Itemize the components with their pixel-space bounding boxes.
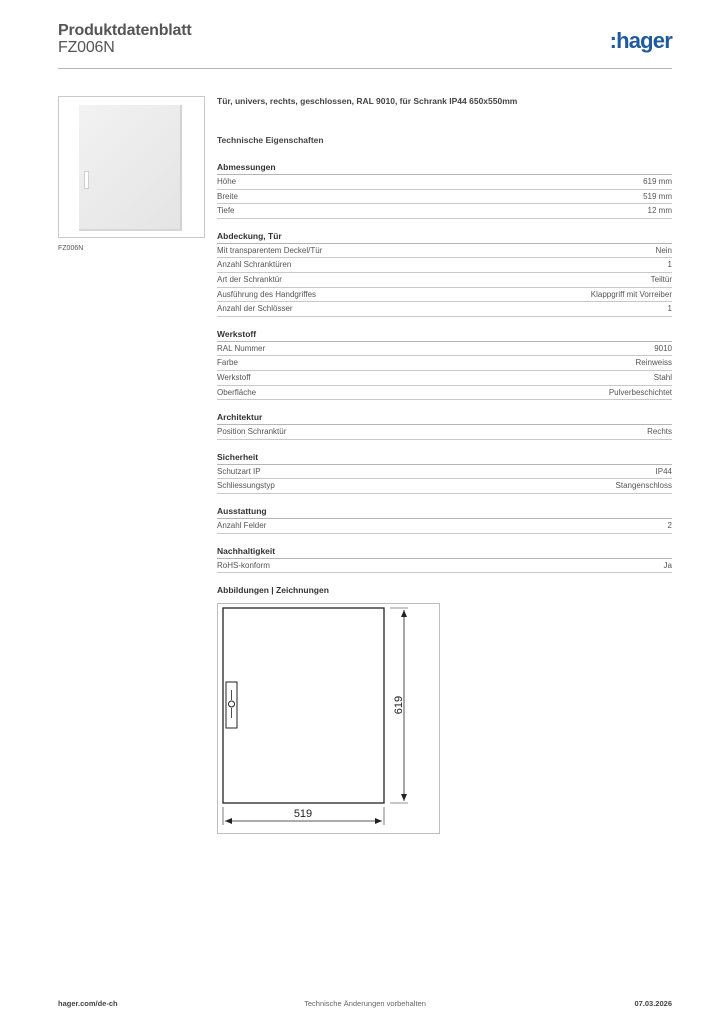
page-title: Produktdatenblatt — [58, 22, 192, 39]
spec-label: Ausführung des Handgriffes — [217, 289, 317, 299]
spec-row — [217, 371, 672, 386]
drawing-svg — [218, 604, 441, 835]
spec-value: Klappgriff mit Vorreiber — [590, 289, 672, 299]
spec-row — [217, 356, 672, 371]
spec-row — [217, 465, 672, 480]
hager-logo: :hager — [609, 28, 672, 53]
specification-panel — [217, 96, 672, 573]
product-image — [58, 96, 205, 238]
section-spacer — [217, 219, 672, 230]
spec-value: 1 — [667, 260, 672, 270]
spec-label: Oberfläche — [217, 387, 257, 397]
spec-value: Stahl — [653, 372, 672, 382]
spec-label: Anzahl der Schlösser — [217, 304, 293, 314]
section-title: Nachhaltigkeit — [217, 545, 672, 559]
spec-row — [217, 175, 672, 190]
spec-label: Anzahl Schranktüren — [217, 260, 292, 270]
spec-value: Teiltür — [650, 274, 672, 284]
spec-label: Breite — [217, 191, 238, 201]
spec-row — [217, 519, 672, 534]
spec-value: 1 — [667, 304, 672, 314]
product-code: FZ006N — [58, 39, 115, 56]
product-description: Tür, univers, rechts, geschlossen, RAL 9010, für Schrank IP44 650x550mm — [217, 96, 518, 106]
section-title: Sicherheit — [217, 451, 672, 465]
spec-row — [217, 288, 672, 303]
spec-row — [217, 559, 672, 574]
spec-sections — [217, 161, 672, 573]
spec-row — [217, 342, 672, 357]
spec-value: Stangenschloss — [615, 481, 672, 491]
door-handle-icon — [84, 171, 89, 189]
spec-value: 12 mm — [647, 206, 672, 216]
door-outline — [223, 608, 384, 803]
spec-label: Anzahl Felder — [217, 520, 267, 530]
product-image-caption: FZ006N — [58, 245, 84, 252]
section-spacer — [217, 317, 672, 328]
width-dimension-label: 519 — [293, 808, 313, 820]
spec-value: IP44 — [655, 466, 672, 476]
spec-value: Nein — [655, 245, 672, 255]
spec-value: 2 — [667, 520, 672, 530]
spec-label: Position Schranktür — [217, 427, 287, 437]
spec-row — [217, 425, 672, 440]
section-title: Werkstoff — [217, 328, 672, 342]
spec-value: Pulverbeschichtet — [608, 387, 672, 397]
spec-label: Werkstoff — [217, 372, 251, 382]
section-spacer — [217, 494, 672, 505]
spec-row — [217, 273, 672, 288]
spec-row — [217, 302, 672, 317]
spec-label: RoHS-konform — [217, 560, 270, 570]
height-dimension-label: 619 — [393, 695, 405, 715]
section-title: Ausstattung — [217, 505, 672, 519]
spec-value: Rechts — [647, 427, 672, 437]
spec-row — [217, 258, 672, 273]
spec-label: Schutzart IP — [217, 466, 261, 476]
spec-row — [217, 190, 672, 205]
technical-drawing — [217, 603, 440, 834]
spec-row — [217, 244, 672, 259]
section-title: Architektur — [217, 411, 672, 425]
spec-label: Höhe — [217, 177, 237, 186]
spec-value: 9010 — [654, 343, 672, 353]
spec-value: Reinweiss — [635, 358, 672, 368]
header-divider — [58, 68, 672, 69]
figures-heading: Abbildungen | Zeichnungen — [217, 585, 329, 595]
section-title: Abmessungen — [217, 161, 672, 175]
section-spacer — [217, 400, 672, 411]
footer-website-link[interactable]: hager.com/de-ch — [58, 999, 118, 1008]
spec-row — [217, 479, 672, 494]
spec-label: Schliessungstyp — [217, 481, 275, 491]
section-title: Abdeckung, Tür — [217, 230, 672, 244]
spec-value: 519 mm — [643, 191, 672, 201]
spec-label: RAL Nummer — [217, 343, 266, 353]
section-spacer — [217, 440, 672, 451]
spec-value: 619 mm — [643, 177, 672, 186]
spec-label: Farbe — [217, 358, 238, 368]
spec-label: Tiefe — [217, 206, 235, 216]
section-spacer — [217, 534, 672, 545]
spec-value: Ja — [663, 560, 672, 570]
footer-note: Technische Änderungen vorbehalten — [304, 999, 426, 1008]
spec-row — [217, 204, 672, 219]
door-illustration — [79, 105, 182, 231]
spec-row — [217, 386, 672, 401]
door-lock-icon — [226, 682, 237, 728]
spec-label: Mit transparentem Deckel/Tür — [217, 245, 323, 255]
spec-label: Art der Schranktür — [217, 274, 282, 284]
footer-date: 07.03.2026 — [634, 999, 672, 1008]
technical-properties-heading: Technische Eigenschaften — [217, 135, 324, 145]
